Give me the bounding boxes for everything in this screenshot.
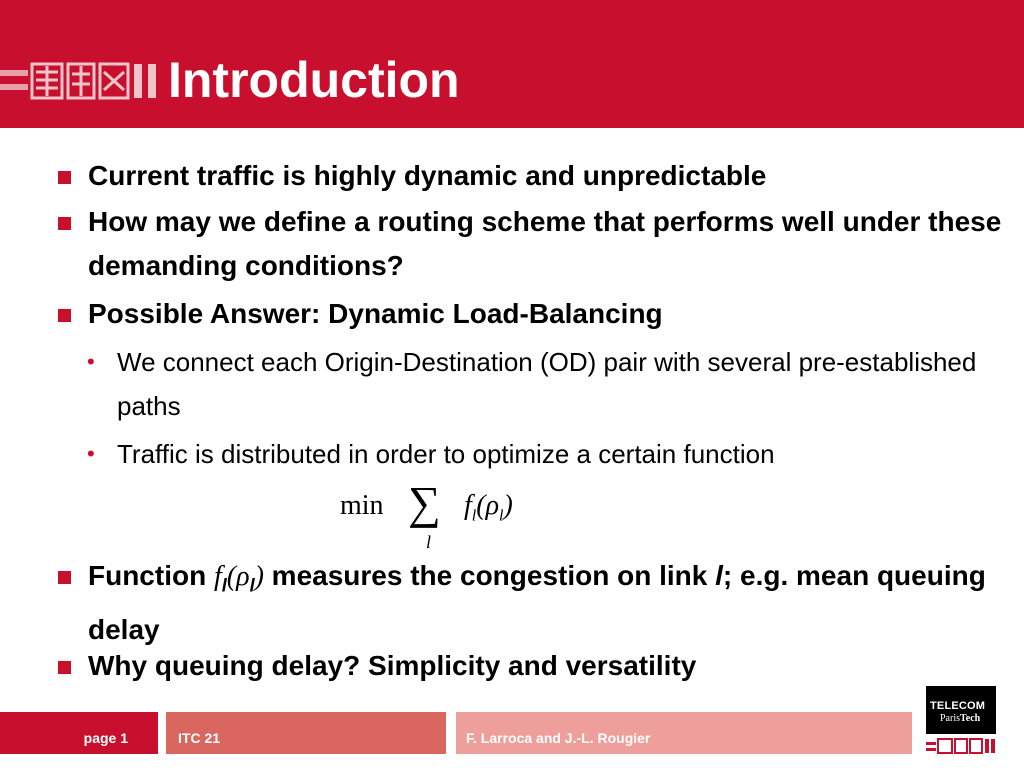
bullet-4-function-symbol: $f_l(\rho_l)$	[213, 561, 264, 596]
bullet-2	[88, 200, 1008, 288]
bullet-4-tail: ; e.g. mean queuing delay	[88, 560, 986, 645]
square-bullet-icon	[58, 171, 71, 184]
logo-line-2: ParisTech	[940, 713, 981, 724]
footer-conference: ITC 21	[166, 712, 446, 754]
bullet-4-middle: measures the congestion on link	[263, 560, 716, 591]
logo-line-1: TELECOM	[930, 700, 986, 712]
footer-page: page 1	[0, 712, 158, 754]
dot-bullet-icon: •	[87, 349, 95, 374]
sub-bullet-1-text: We connect each Origin-Destination (OD) pair with several pre-established paths	[117, 347, 977, 421]
formula-min: min	[340, 490, 384, 521]
footer-authors: F. Larroca and J.-L. Rougier	[456, 712, 912, 754]
sub-bullet-2	[87, 432, 997, 476]
square-bullet-icon	[58, 309, 71, 322]
sub-bullet-1	[87, 340, 997, 428]
slide-title: Introduction	[168, 52, 460, 108]
bullet-1-text: Current traffic is highly dynamic and unpredictable	[88, 160, 767, 191]
bullet-5-text: Why queuing delay? Simplicity and versatility	[88, 650, 697, 681]
sum-symbol: ∑	[408, 477, 441, 528]
objective-formula	[340, 476, 580, 556]
formula-expression: $f_l(\rho_l)$	[464, 490, 513, 525]
sub-bullet-2-text: Traffic is distributed in order to optimize a certain function	[117, 439, 775, 469]
bullet-1	[88, 154, 1008, 198]
square-bullet-icon	[58, 661, 71, 674]
sum-index: l	[426, 532, 432, 552]
footer	[0, 712, 1024, 754]
institut-telecom-logo-icon	[926, 738, 996, 754]
institut-logo-icon	[0, 60, 160, 100]
bullet-4	[88, 554, 1008, 652]
dot-bullet-icon: •	[87, 441, 95, 466]
bullet-5	[88, 644, 1008, 688]
bullet-4-lead: Function	[88, 560, 207, 591]
telecom-paristech-logo	[926, 686, 996, 734]
square-bullet-icon	[58, 217, 71, 230]
title-bar	[0, 0, 1024, 128]
bullet-3	[88, 292, 1008, 336]
bullet-2-text: How may we define a routing scheme that performs well under these demanding conditions?	[88, 206, 1002, 281]
square-bullet-icon	[58, 571, 71, 584]
bullet-3-text: Possible Answer: Dynamic Load-Balancing	[88, 298, 663, 329]
bullet-4-link: l	[715, 560, 723, 591]
